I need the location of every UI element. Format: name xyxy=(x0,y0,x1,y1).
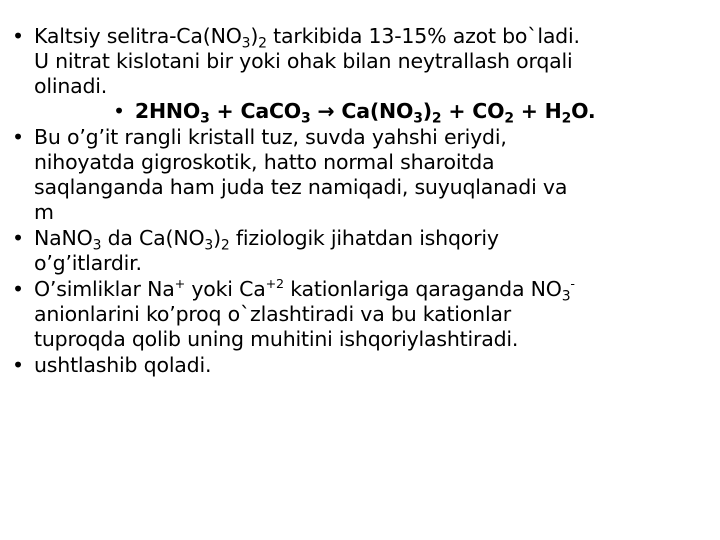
bullet-icon: • xyxy=(12,125,24,149)
bullet-item-kaltsiy-selitra xyxy=(8,24,708,127)
reaction-equation: • $2HNO_3$ + CaCO$_3$ → $Ca(NO_3)_2 + CO_2 + H_2O$. xyxy=(113,99,596,127)
bullet-2-line-4: m xyxy=(34,200,54,224)
bullet-4-line-2: anionlarini ko’proq o`zlashtiradi va bu kationlar xyxy=(34,302,512,326)
bullet-1-line-1: Kaltsiy selitra-$Ca(NO_3)_2$ tarkibida 13-15% azot bo`ladi. xyxy=(34,24,580,52)
bullet-3-line-2: o’g’itlardir. xyxy=(34,251,142,275)
bullet-item-properties xyxy=(8,125,708,225)
bullet-item-last xyxy=(8,353,708,378)
bullet-icon: • xyxy=(12,277,24,301)
bullet-icon: • xyxy=(12,24,24,48)
bullet-3-line-1: NaNO$_3$ da $Ca(NO_3)_2$ fiziologik jihatdan ishqoriy xyxy=(34,226,499,254)
bullet-icon: • xyxy=(12,226,24,250)
bullet-item-plants xyxy=(8,277,708,352)
bullet-list xyxy=(8,24,708,378)
bullet-2-line-2: nihoyatda gigroskotik, hatto normal sharoitda xyxy=(34,150,495,174)
bullet-1-line-2: U nitrat kislotani bir yoki ohak bilan neytrallash orqali xyxy=(34,49,573,73)
bullet-4-line-1: O’simliklar Na+ yoki $Ca^{+2}$ kationlariga qaraganda $NO_3^-$ xyxy=(34,276,575,305)
bullet-icon: • xyxy=(12,353,24,377)
bullet-2-line-1: Bu o’g’it rangli kristall tuz, suvda yahshi eriydi, xyxy=(34,125,507,149)
bullet-2-line-3: saqlanganda ham juda tez namiqadi, suyuqlanadi va xyxy=(34,175,568,199)
bullet-4-line-3: tuproqda qolib uning muhitini ishqoriylashtiradi. xyxy=(34,327,519,351)
bullet-item-physiological xyxy=(8,226,708,276)
equation-bullet-icon: • xyxy=(113,99,125,123)
bullet-1-line-3: olinadi. xyxy=(34,74,108,98)
bullet-5-line-1: ushtlashib qoladi. xyxy=(34,353,212,377)
